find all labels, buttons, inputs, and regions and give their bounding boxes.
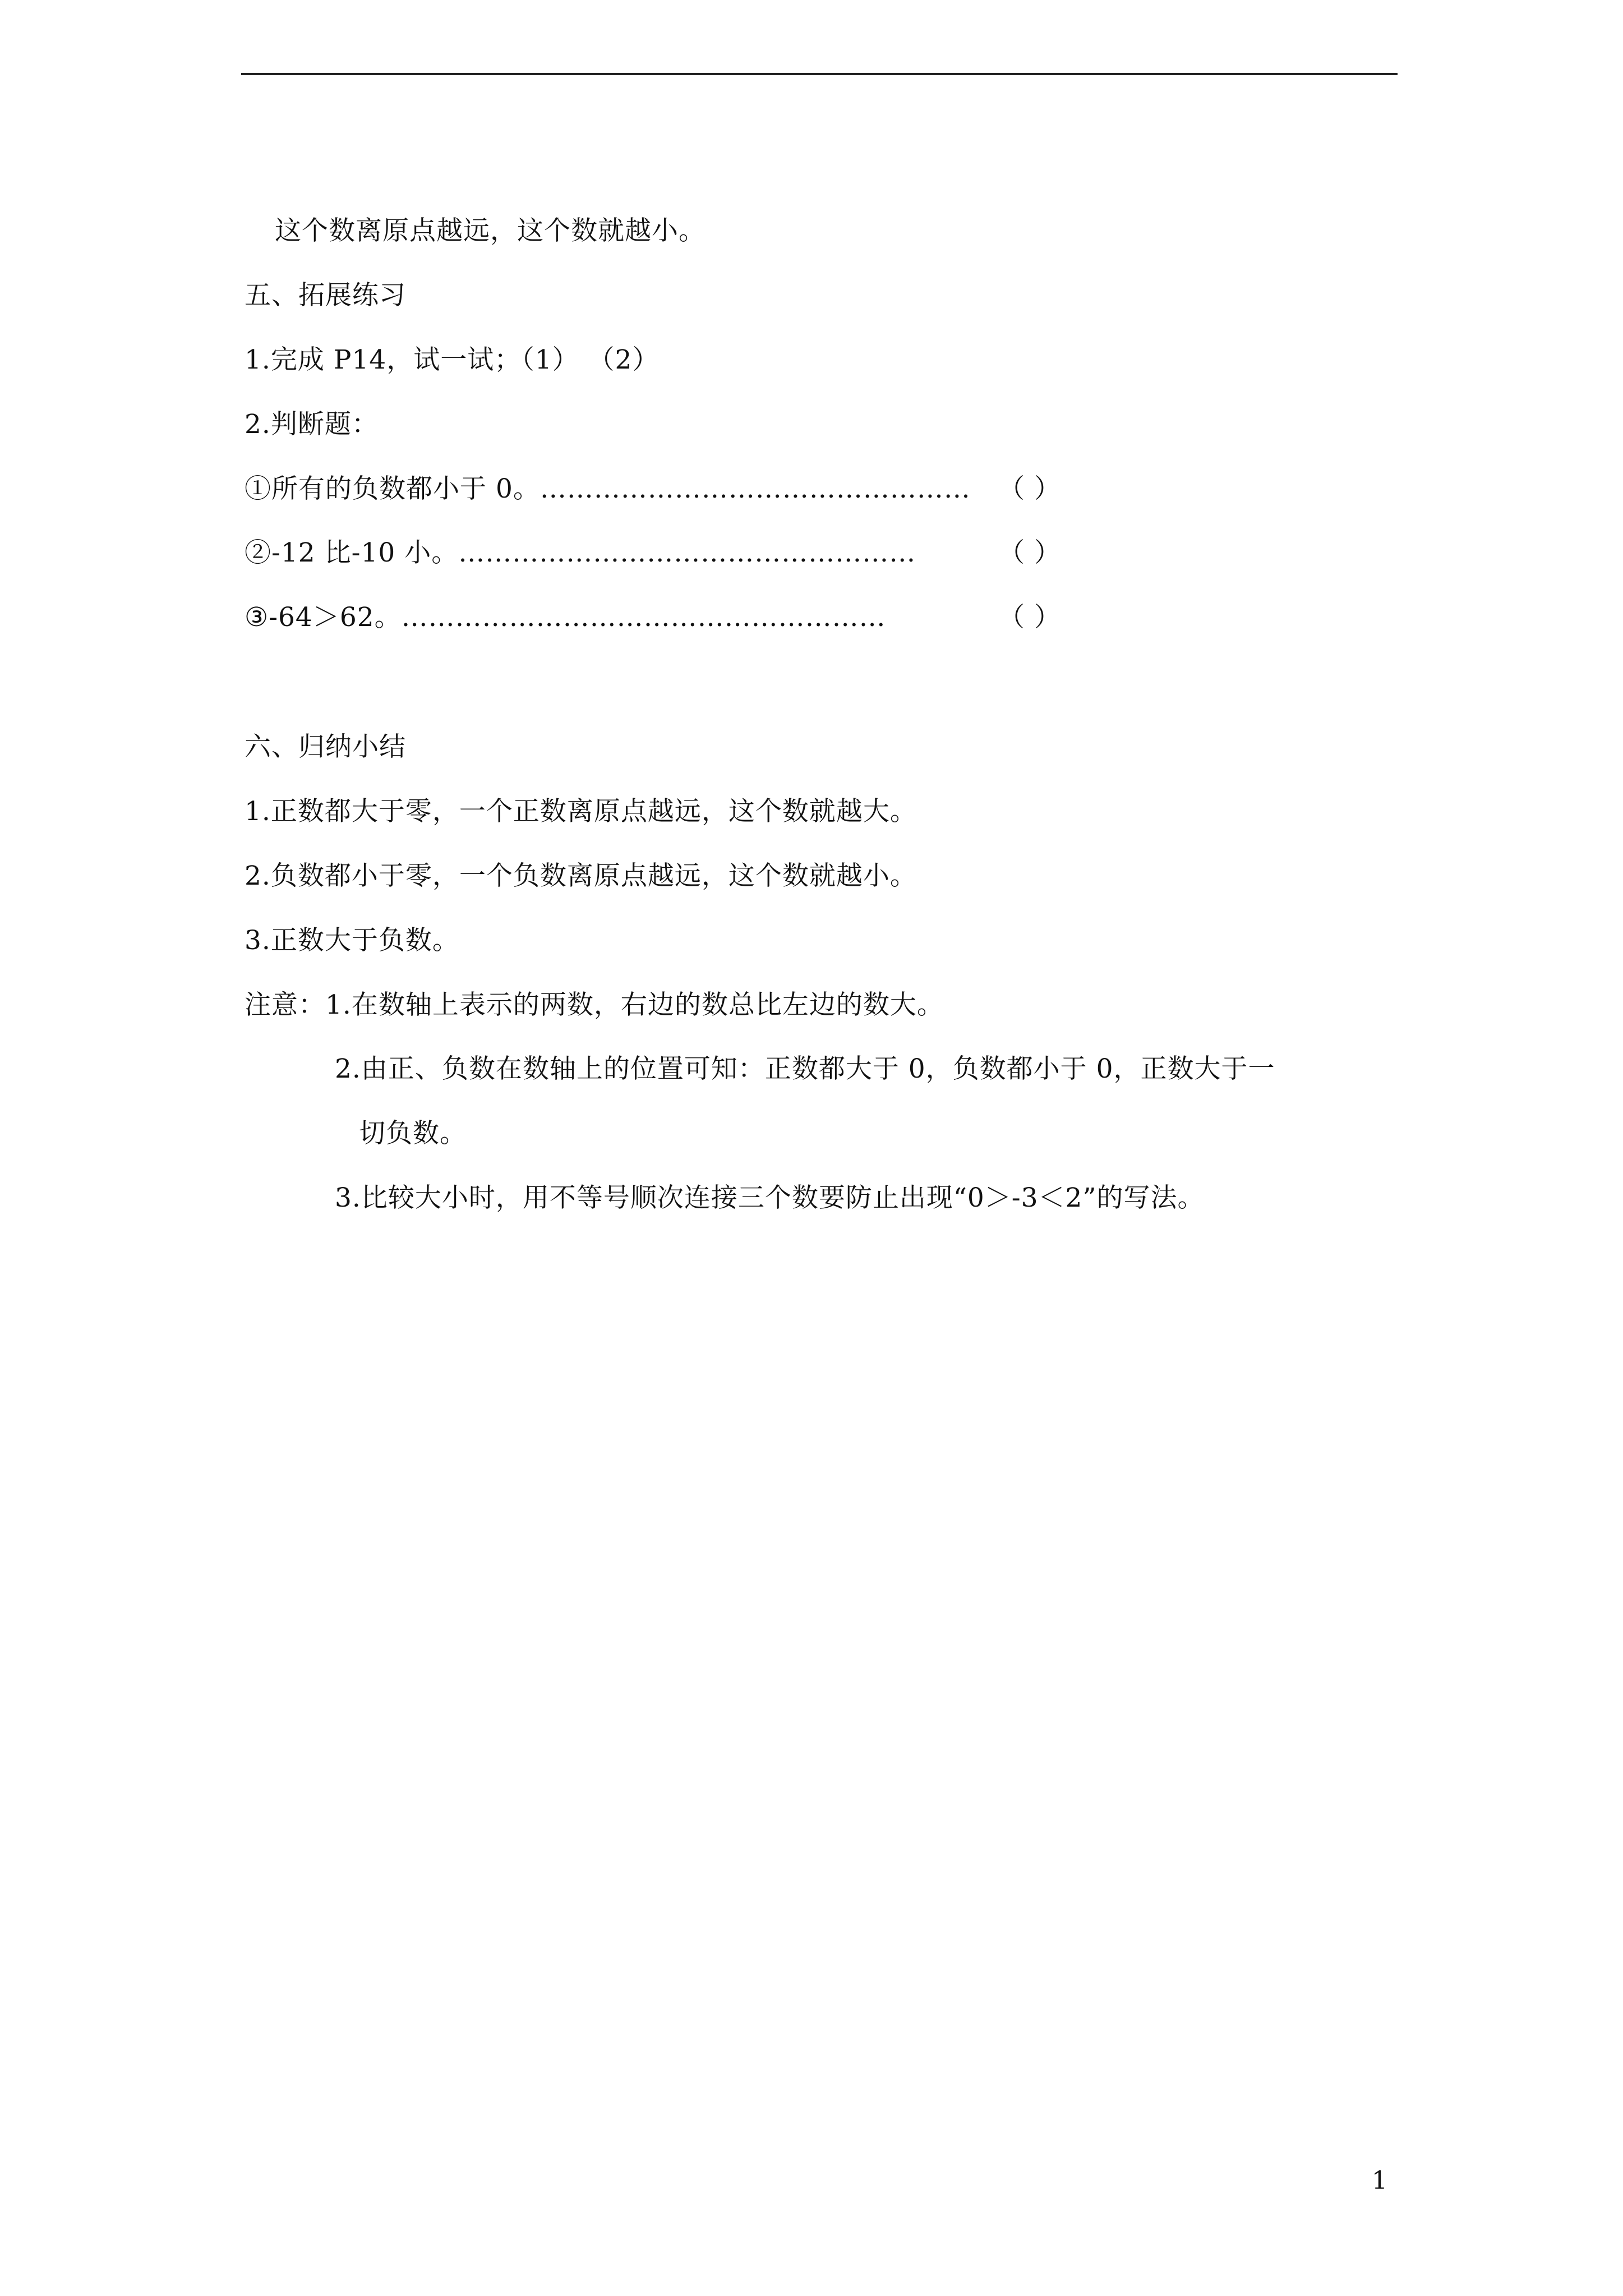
judgement-statement-3: ③-64＞62。 — [245, 602, 402, 633]
judgement-item-1 — [245, 472, 1061, 506]
judgement-item-2 — [245, 536, 1061, 570]
note-item-3: 3.比较大小时，用不等号顺次连接三个数要防止出现“0＞-3＜2”的写法。 — [335, 1182, 1205, 1213]
note-item-2-continuation: 切负数。 — [359, 1118, 467, 1149]
summary-item-1: 1.正数都大于零，一个正数离原点越远，这个数就越大。 — [245, 796, 917, 827]
exercise-item-2: 2.判断题： — [245, 409, 379, 440]
answer-parentheses-3: （ ） — [998, 602, 1061, 633]
note-item-2: 2.由正、负数在数轴上的位置可知：正数都大于 0，负数都小于 0，正数大于一 — [335, 1053, 1275, 1084]
exercise-item-1: 1.完成 P14，试一试；（1） （2） — [245, 344, 660, 375]
section-heading-summary: 六、归纳小结 — [245, 731, 406, 762]
judgement-item-3 — [245, 601, 1061, 634]
leader-dots-1: ………………………………………… — [540, 473, 971, 504]
answer-parentheses-1: （ ） — [998, 473, 1061, 504]
leader-dots-3: ……………………………………………… — [401, 602, 886, 633]
summary-item-3: 3.正数大于负数。 — [245, 925, 459, 956]
page-number: 1 — [1372, 2166, 1387, 2195]
judgement-statement-1: ①所有的负数都小于 0。 — [245, 473, 540, 504]
judgement-statement-2: ②-12 比-10 小。 — [245, 537, 459, 568]
header-rule — [241, 73, 1398, 75]
section-heading-extension-practice: 五、拓展练习 — [245, 280, 406, 311]
answer-parentheses-2: （ ） — [998, 537, 1061, 568]
summary-item-2: 2.负数都小于零，一个负数离原点越远，这个数就越小。 — [245, 861, 917, 891]
leader-dots-2: …………………………………………… — [458, 537, 916, 568]
note-item-1: 注意：1.在数轴上表示的两数，右边的数总比左边的数大。 — [245, 990, 944, 1020]
text-line-continuation: 这个数离原点越远，这个数就越小。 — [275, 215, 706, 246]
